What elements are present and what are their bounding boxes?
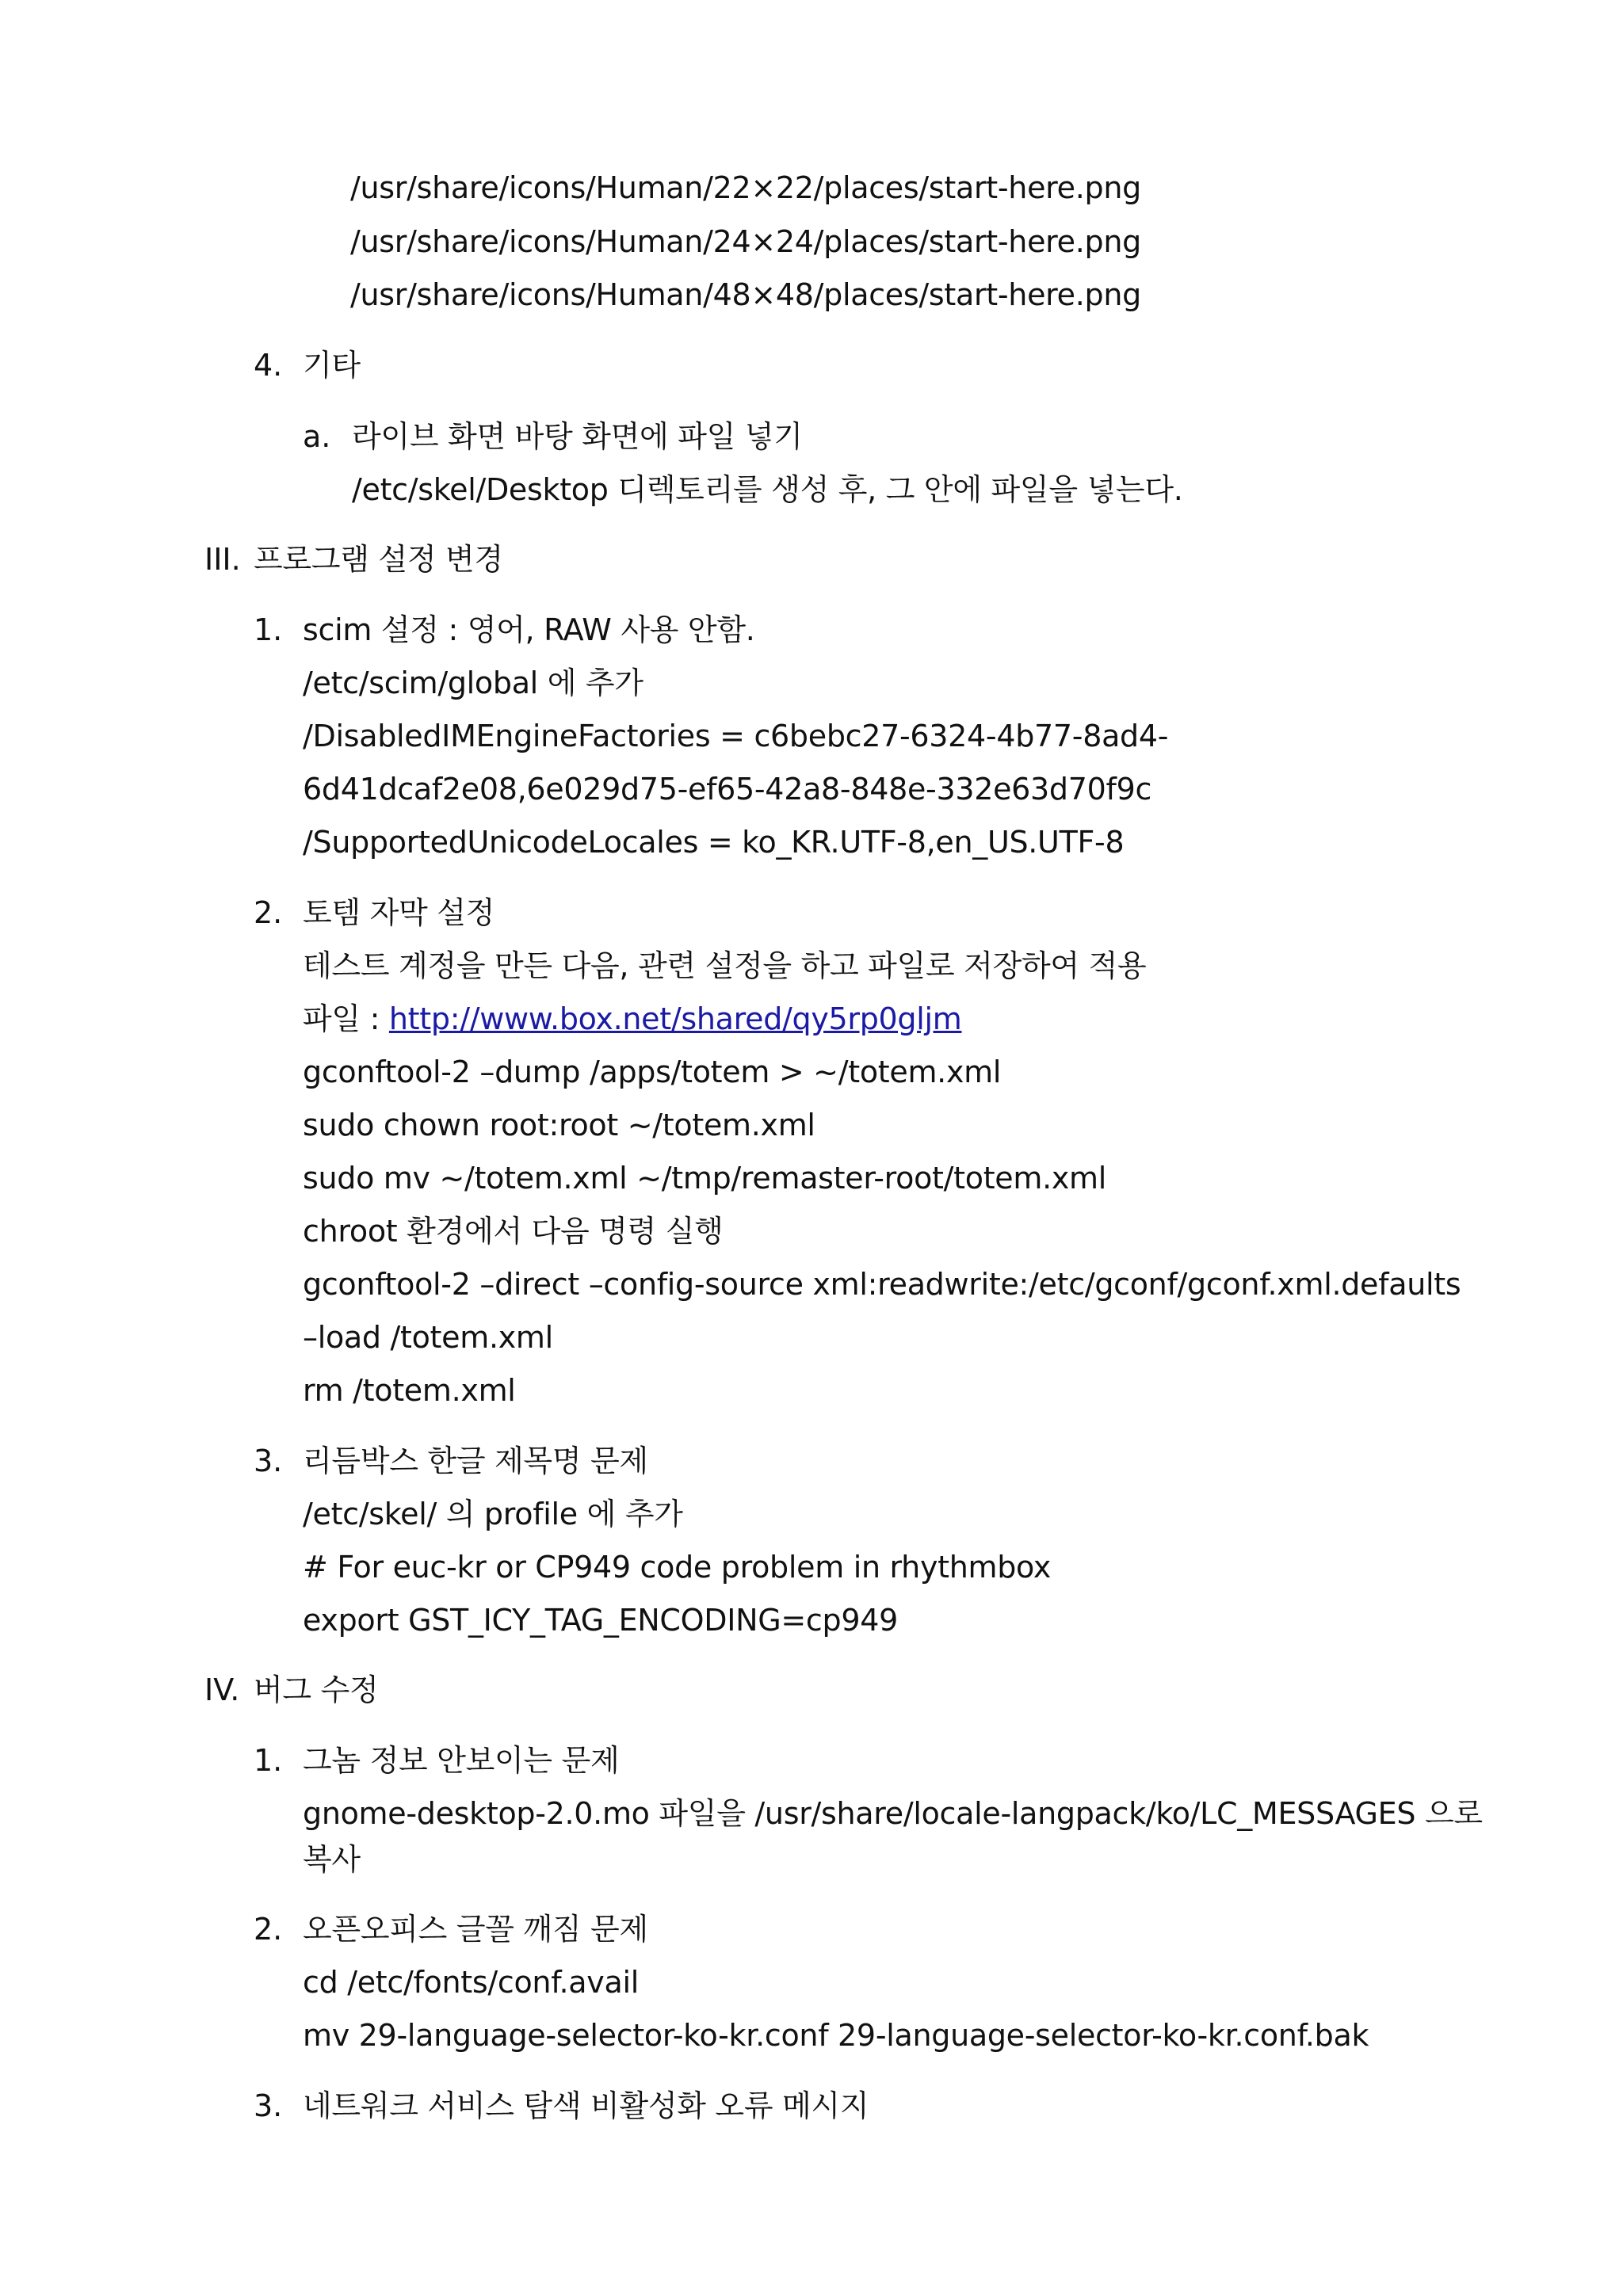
path-line: /usr/share/icons/Human/22×22/places/start-here.png bbox=[350, 170, 1141, 205]
section-numeral: IV. bbox=[204, 1672, 240, 1707]
command-line: sudo chown root:root ~/totem.xml bbox=[303, 1108, 815, 1142]
item-title: 리듬박스 한글 제목명 문제 bbox=[303, 1444, 648, 1478]
item-number: 3. bbox=[254, 1444, 283, 1478]
item-text: 복사 bbox=[303, 1842, 361, 1877]
command-line: gconftool-2 –direct –config-source xml:readwrite:/etc/gconf/gconf.xml.defaults bbox=[303, 1267, 1461, 1302]
file-line bbox=[303, 999, 961, 1039]
item-text: chroot 환경에서 다음 명령 실행 bbox=[303, 1214, 724, 1249]
section-numeral: III. bbox=[204, 542, 241, 577]
item-number: 1. bbox=[254, 1743, 283, 1778]
command-line: gconftool-2 –dump /apps/totem > ~/totem.xml bbox=[303, 1055, 1002, 1089]
item-title: 오픈오피스 글꼴 깨짐 문제 bbox=[303, 1912, 648, 1947]
item-number: 2. bbox=[254, 1912, 283, 1947]
item-title: 그놈 정보 안보이는 문제 bbox=[303, 1743, 620, 1778]
command-line: rm /totem.xml bbox=[303, 1373, 516, 1408]
item-title: 기타 bbox=[303, 348, 361, 383]
file-label: 파일 : bbox=[303, 1001, 389, 1036]
item-text: /SupportedUnicodeLocales = ko_KR.UTF-8,en_US.UTF-8 bbox=[303, 825, 1125, 860]
item-number: 2. bbox=[254, 895, 283, 930]
item-number: 1. bbox=[254, 612, 283, 647]
command-line: cd /etc/fonts/conf.avail bbox=[303, 1965, 639, 2000]
item-title: 네트워크 서비스 탐색 비활성화 오류 메시지 bbox=[303, 2088, 869, 2123]
item-text: /DisabledIMEngineFactories = c6bebc27-6324-4b77-8ad4- bbox=[303, 719, 1169, 753]
item-text: gnome-desktop-2.0.mo 파일을 /usr/share/locale-langpack/ko/LC_MESSAGES 으로 bbox=[303, 1796, 1483, 1831]
item-text: 6d41dcaf2e08,6e029d75-ef65-42a8-848e-332e63d70f9c bbox=[303, 772, 1152, 807]
path-line: /usr/share/icons/Human/24×24/places/start-here.png bbox=[350, 224, 1141, 259]
path-line: /usr/share/icons/Human/48×48/places/start-here.png bbox=[350, 277, 1141, 312]
item-title: scim 설정 : 영어, RAW 사용 안함. bbox=[303, 612, 755, 647]
sub-item-letter: a. bbox=[303, 419, 331, 454]
command-line: sudo mv ~/totem.xml ~/tmp/remaster-root/totem.xml bbox=[303, 1161, 1107, 1196]
command-line: mv 29-language-selector-ko-kr.conf 29-language-selector-ko-kr.conf.bak bbox=[303, 2018, 1369, 2053]
item-number: 4. bbox=[254, 348, 283, 383]
section-title: 프로그램 설정 변경 bbox=[254, 542, 503, 577]
file-link[interactable]: http://www.box.net/shared/qy5rp0gljm bbox=[388, 1001, 962, 1036]
section-title: 버그 수정 bbox=[254, 1672, 379, 1707]
item-text: /etc/skel/ 의 profile 에 추가 bbox=[303, 1497, 683, 1531]
item-text: export GST_ICY_TAG_ENCODING=cp949 bbox=[303, 1603, 898, 1638]
sub-item-text: /etc/skel/Desktop 디렉토리를 생성 후, 그 안에 파일을 넣는다. bbox=[352, 472, 1183, 507]
item-title: 토템 자막 설정 bbox=[303, 895, 495, 930]
item-text: # For euc-kr or CP949 code problem in rhythmbox bbox=[303, 1550, 1052, 1585]
item-text: 테스트 계정을 만든 다음, 관련 설정을 하고 파일로 저장하여 적용 bbox=[303, 948, 1147, 983]
sub-item-title: 라이브 화면 바탕 화면에 파일 넣기 bbox=[352, 419, 803, 454]
item-number: 3. bbox=[254, 2088, 283, 2123]
command-line: –load /totem.xml bbox=[303, 1320, 553, 1355]
item-text: /etc/scim/global 에 추가 bbox=[303, 666, 643, 700]
